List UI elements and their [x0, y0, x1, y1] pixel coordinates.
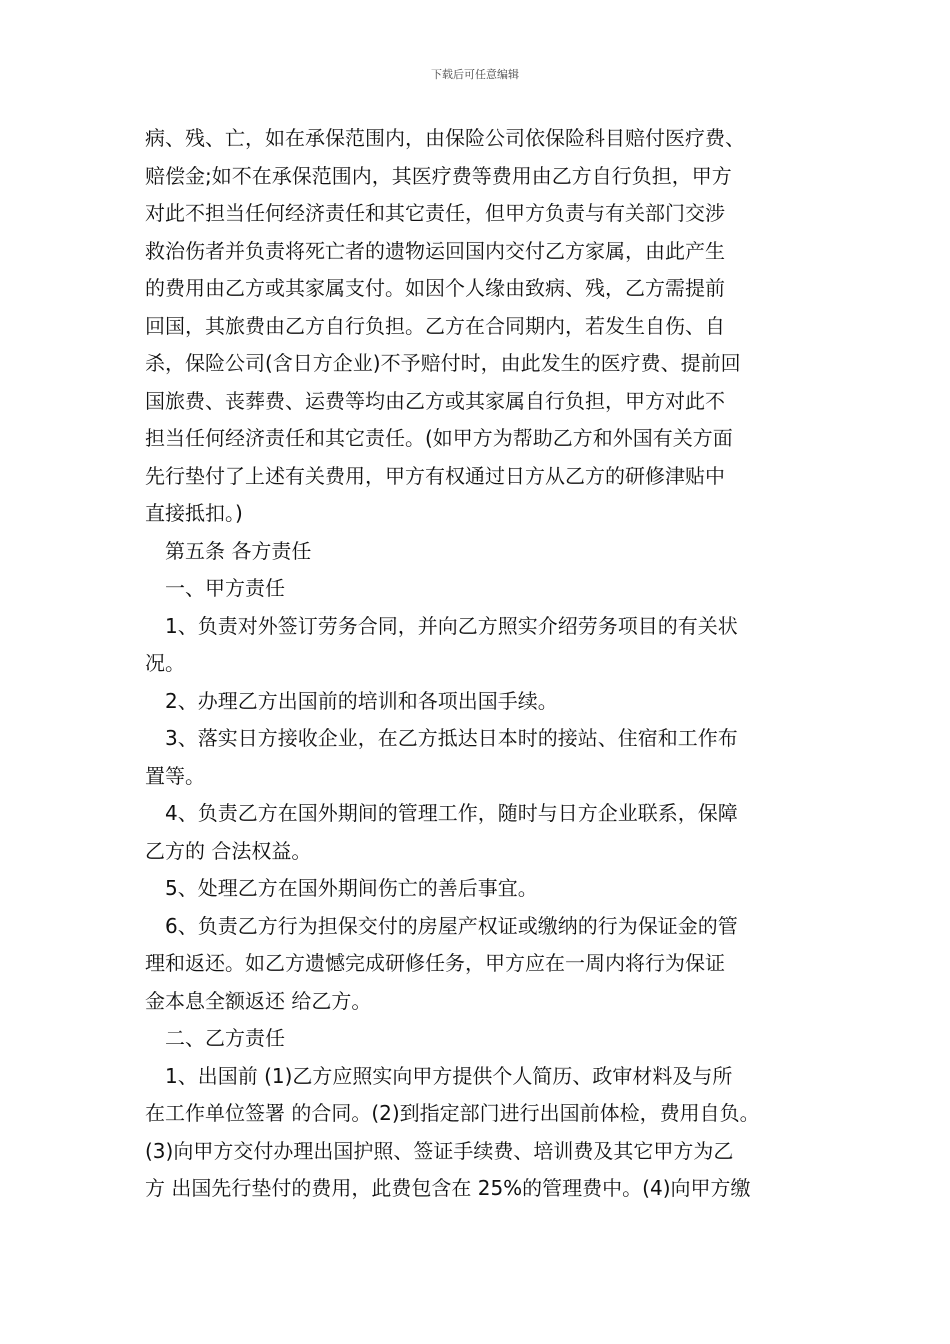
- page-header: 下载后可任意编辑: [431, 68, 519, 81]
- text-line: 对此不担当任何经济责任和其它责任，但甲方负责与有关部门交涉: [145, 201, 725, 225]
- text-line: 担当任何经济责任和其它责任。(如甲方为帮助乙方和外国有关方面: [145, 426, 733, 450]
- text-line: 金本息全额返还 给乙方。: [145, 988, 372, 1013]
- text-line: 1、出国前 (1)乙方应照实向甲方提供个人简历、政审材料及与所: [165, 1063, 733, 1088]
- text-line: 国旅费、丧葬费、运费等均由乙方或其家属自行负担，甲方对此不: [145, 388, 725, 413]
- text-line: 先行垫付了上述有关费用，甲方有权通过日方从乙方的研修津贴中: [145, 463, 725, 488]
- text-line: 的费用由乙方或其家属支付。如因个人缘由致病、残，乙方需提前: [145, 276, 725, 300]
- text-line: 救治伤者并负责将死亡者的遗物运回国内交付乙方家属，由此产生: [145, 238, 725, 263]
- text-line: 5、处理乙方在国外期间伤亡的善后事宜。: [165, 876, 538, 900]
- text-line: 1、负责对外签订劳务合同，并向乙方照实介绍劳务项目的有关状: [165, 613, 738, 638]
- text-line: 6、负责乙方行为担保交付的房屋产权证或缴纳的行为保证金的管: [165, 913, 738, 938]
- text-line: 直接抵扣。): [145, 501, 243, 525]
- document-body: [145, 120, 815, 1208]
- text-line: 第五条 各方责任: [165, 538, 312, 563]
- text-line: 理和返还。如乙方遗憾完成研修任务，甲方应在一周内将行为保证: [145, 951, 725, 975]
- text-line: 回国，其旅费由乙方自行负担。乙方在合同期内，若发生自伤、自: [145, 313, 725, 338]
- text-line: 二、乙方责任: [165, 1026, 285, 1050]
- text-line: 况。: [145, 651, 185, 675]
- text-line: 在工作单位签署 的合同。(2)到指定部门进行出国前体检，费用自负。: [145, 1101, 760, 1125]
- text-line: 4、负责乙方在国外期间的管理工作，随时与日方企业联系，保障: [165, 801, 738, 825]
- text-line: 赔偿金;如不在承保范围内，其医疗费等费用由乙方自行负担，甲方: [145, 163, 732, 188]
- text-line: 3、落实日方接收企业，在乙方抵达日本时的接站、住宿和工作布: [165, 726, 738, 750]
- text-line: (3)向甲方交付办理出国护照、签证手续费、培训费及其它甲方为乙: [145, 1138, 734, 1163]
- text-line: 2、办理乙方出国前的培训和各项出国手续。: [165, 688, 558, 713]
- text-line: 乙方的 合法权益。: [145, 838, 312, 863]
- text-line: 置等。: [145, 763, 205, 788]
- text-line: 一、甲方责任: [165, 576, 285, 600]
- text-line: 方 出国先行垫付的费用，此费包含在 25%的管理费中。(4)向甲方缴: [145, 1176, 751, 1200]
- text-line: 杀，保险公司(含日方企业)不予赔付时，由此发生的医疗费、提前回: [145, 351, 741, 375]
- text-line: 病、残、亡，如在承保范围内，由保险公司依保险科目赔付医疗费、: [145, 126, 745, 150]
